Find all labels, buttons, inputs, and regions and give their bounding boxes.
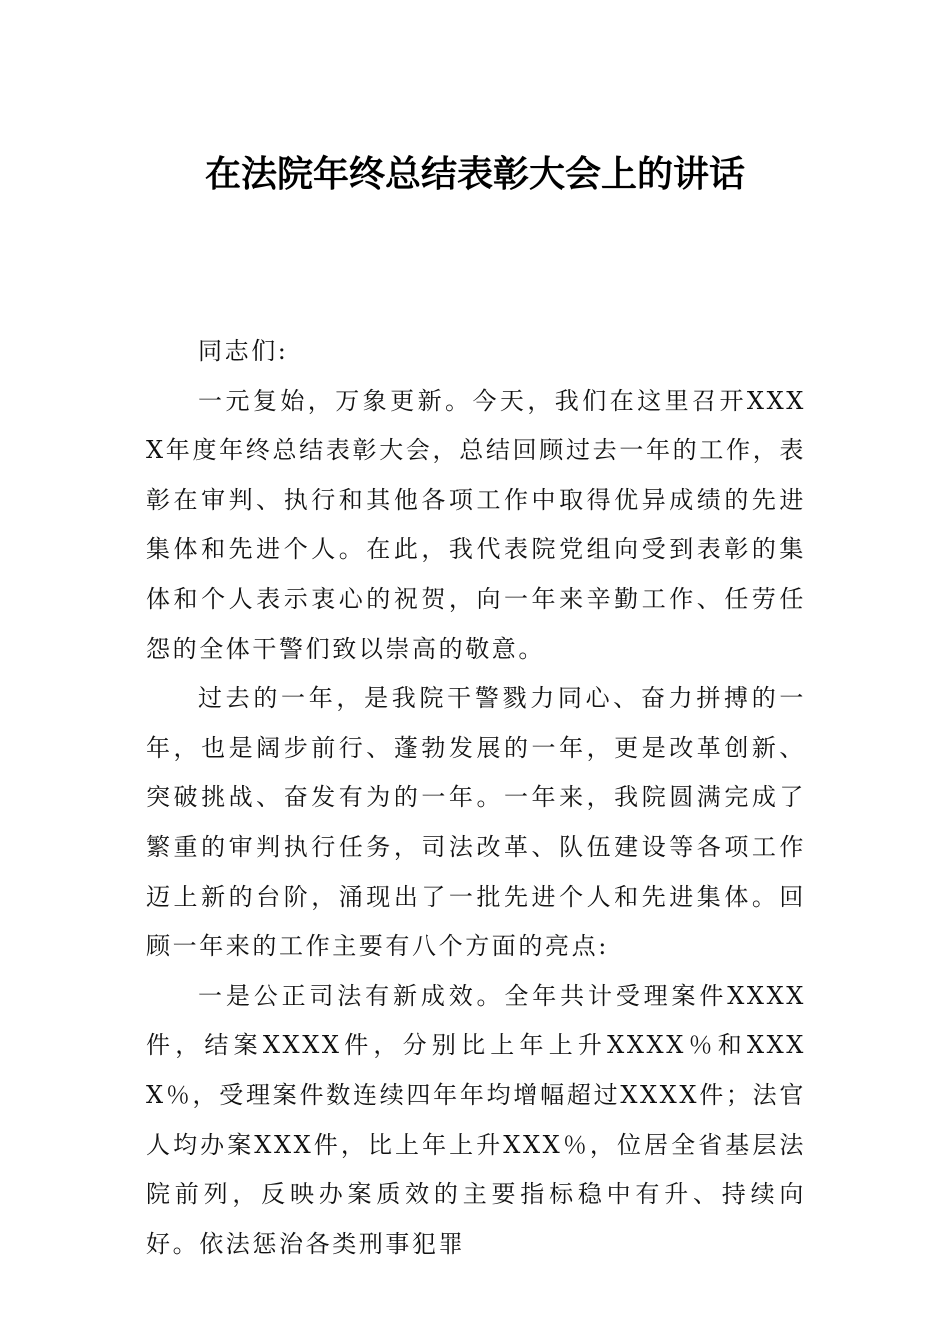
document-body (146, 327, 806, 1269)
paragraph-review: 过去的一年，是我院干警戮力同心、奋力拼搏的一年，也是阔步前行、蓬勃发展的一年，更是改革创新、突破挑战、奋发有为的一年。一年来，我院圆满完成了繁重的审判执行任务，司法改革、队伍建设等各项工作迈上新的台阶，涌现出了一批先进个人和先进集体。回顾一年来的工作主要有八个方面的亮点: (146, 684, 806, 961)
paragraph-point-one: 一是公正司法有新成效。全年共计受理案件XXXX件，结案XXXX件，分别比上年上升XXXX％和XXXX％，受理案件数连续四年年均增幅超过XXXX件；法官人均办案XXX件，比上年上升XXX％，位居全省基层法院前列，反映办案质效的主要指标稳中有升、持续向好。依法惩治各类刑事犯罪 (146, 981, 806, 1258)
paragraph-opening: 一元复始，万象更新。今天，我们在这里召开XXXX年度年终总结表彰大会，总结回顾过去一年的工作，表彰在审判、执行和其他各项工作中取得优异成绩的先进集体和先进个人。在此，我代表院党组向受到表彰的集体和个人表示衷心的祝贺，向一年来辛勤工作、任劳任怨的全体干警们致以崇高的敬意。 (146, 386, 806, 663)
salutation: 同志们: (198, 337, 289, 365)
document-title: 在法院年终总结表彰大会上的讲话 (204, 153, 745, 195)
